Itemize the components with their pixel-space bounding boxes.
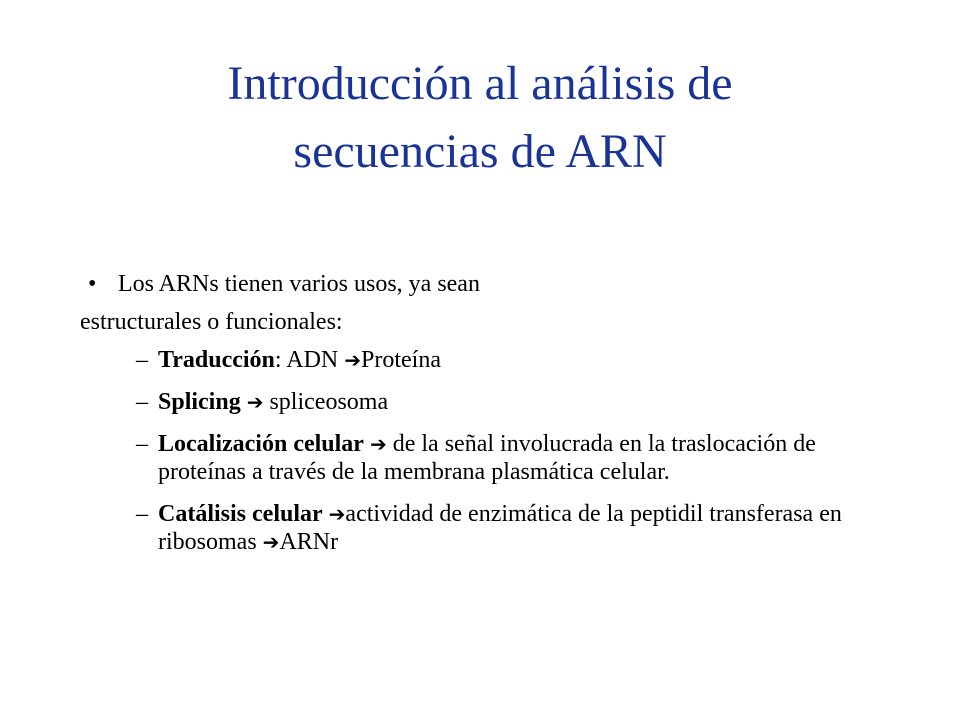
arrow-right-icon: ➔ — [246, 390, 264, 414]
main-bullet — [80, 270, 880, 306]
dash-icon: – — [136, 347, 148, 373]
item-text-end: ARNr — [279, 529, 339, 555]
arrow-right-icon: ➔ — [369, 432, 387, 456]
arrow-right-icon: ➔ — [328, 502, 346, 526]
intro-line-1: Los ARNs tienen varios usos, ya sean — [118, 271, 480, 297]
dash-icon: – — [136, 389, 148, 415]
list-item-splicing — [80, 388, 880, 416]
term-label: Traducción — [158, 347, 275, 373]
sub-list — [80, 346, 880, 556]
term-label: Localización celular — [158, 431, 364, 457]
bullet-icon: • — [88, 271, 97, 297]
list-item-catalisis — [80, 500, 880, 556]
arrow-right-icon: ➔ — [344, 348, 362, 372]
title-line-1: Introducción al análisis de — [227, 57, 733, 110]
item-text-after: spliceosoma — [263, 389, 389, 415]
title-line-2: secuencias de ARN — [293, 125, 667, 178]
list-item-traduccion — [80, 346, 880, 374]
slide-body — [80, 270, 880, 570]
item-text-after: de la señal involucrada en la traslocación de proteínas a través de la membrana plasmática celular. — [158, 431, 816, 485]
item-text-after: Proteína — [361, 347, 441, 373]
dash-icon: – — [136, 501, 148, 527]
item-text-before: : ADN — [274, 347, 345, 373]
intro-line-2: estructurales o funcionales: — [80, 309, 343, 335]
arrow-right-icon: ➔ — [262, 530, 280, 554]
slide-title — [80, 50, 880, 186]
dash-icon: – — [136, 431, 148, 457]
list-item-localizacion — [80, 430, 880, 486]
term-label: Splicing — [158, 389, 241, 415]
item-text-after: actividad de enzimática de la peptidil transferasa en ribosomas — [158, 501, 842, 555]
term-label: Catálisis celular — [158, 501, 323, 527]
